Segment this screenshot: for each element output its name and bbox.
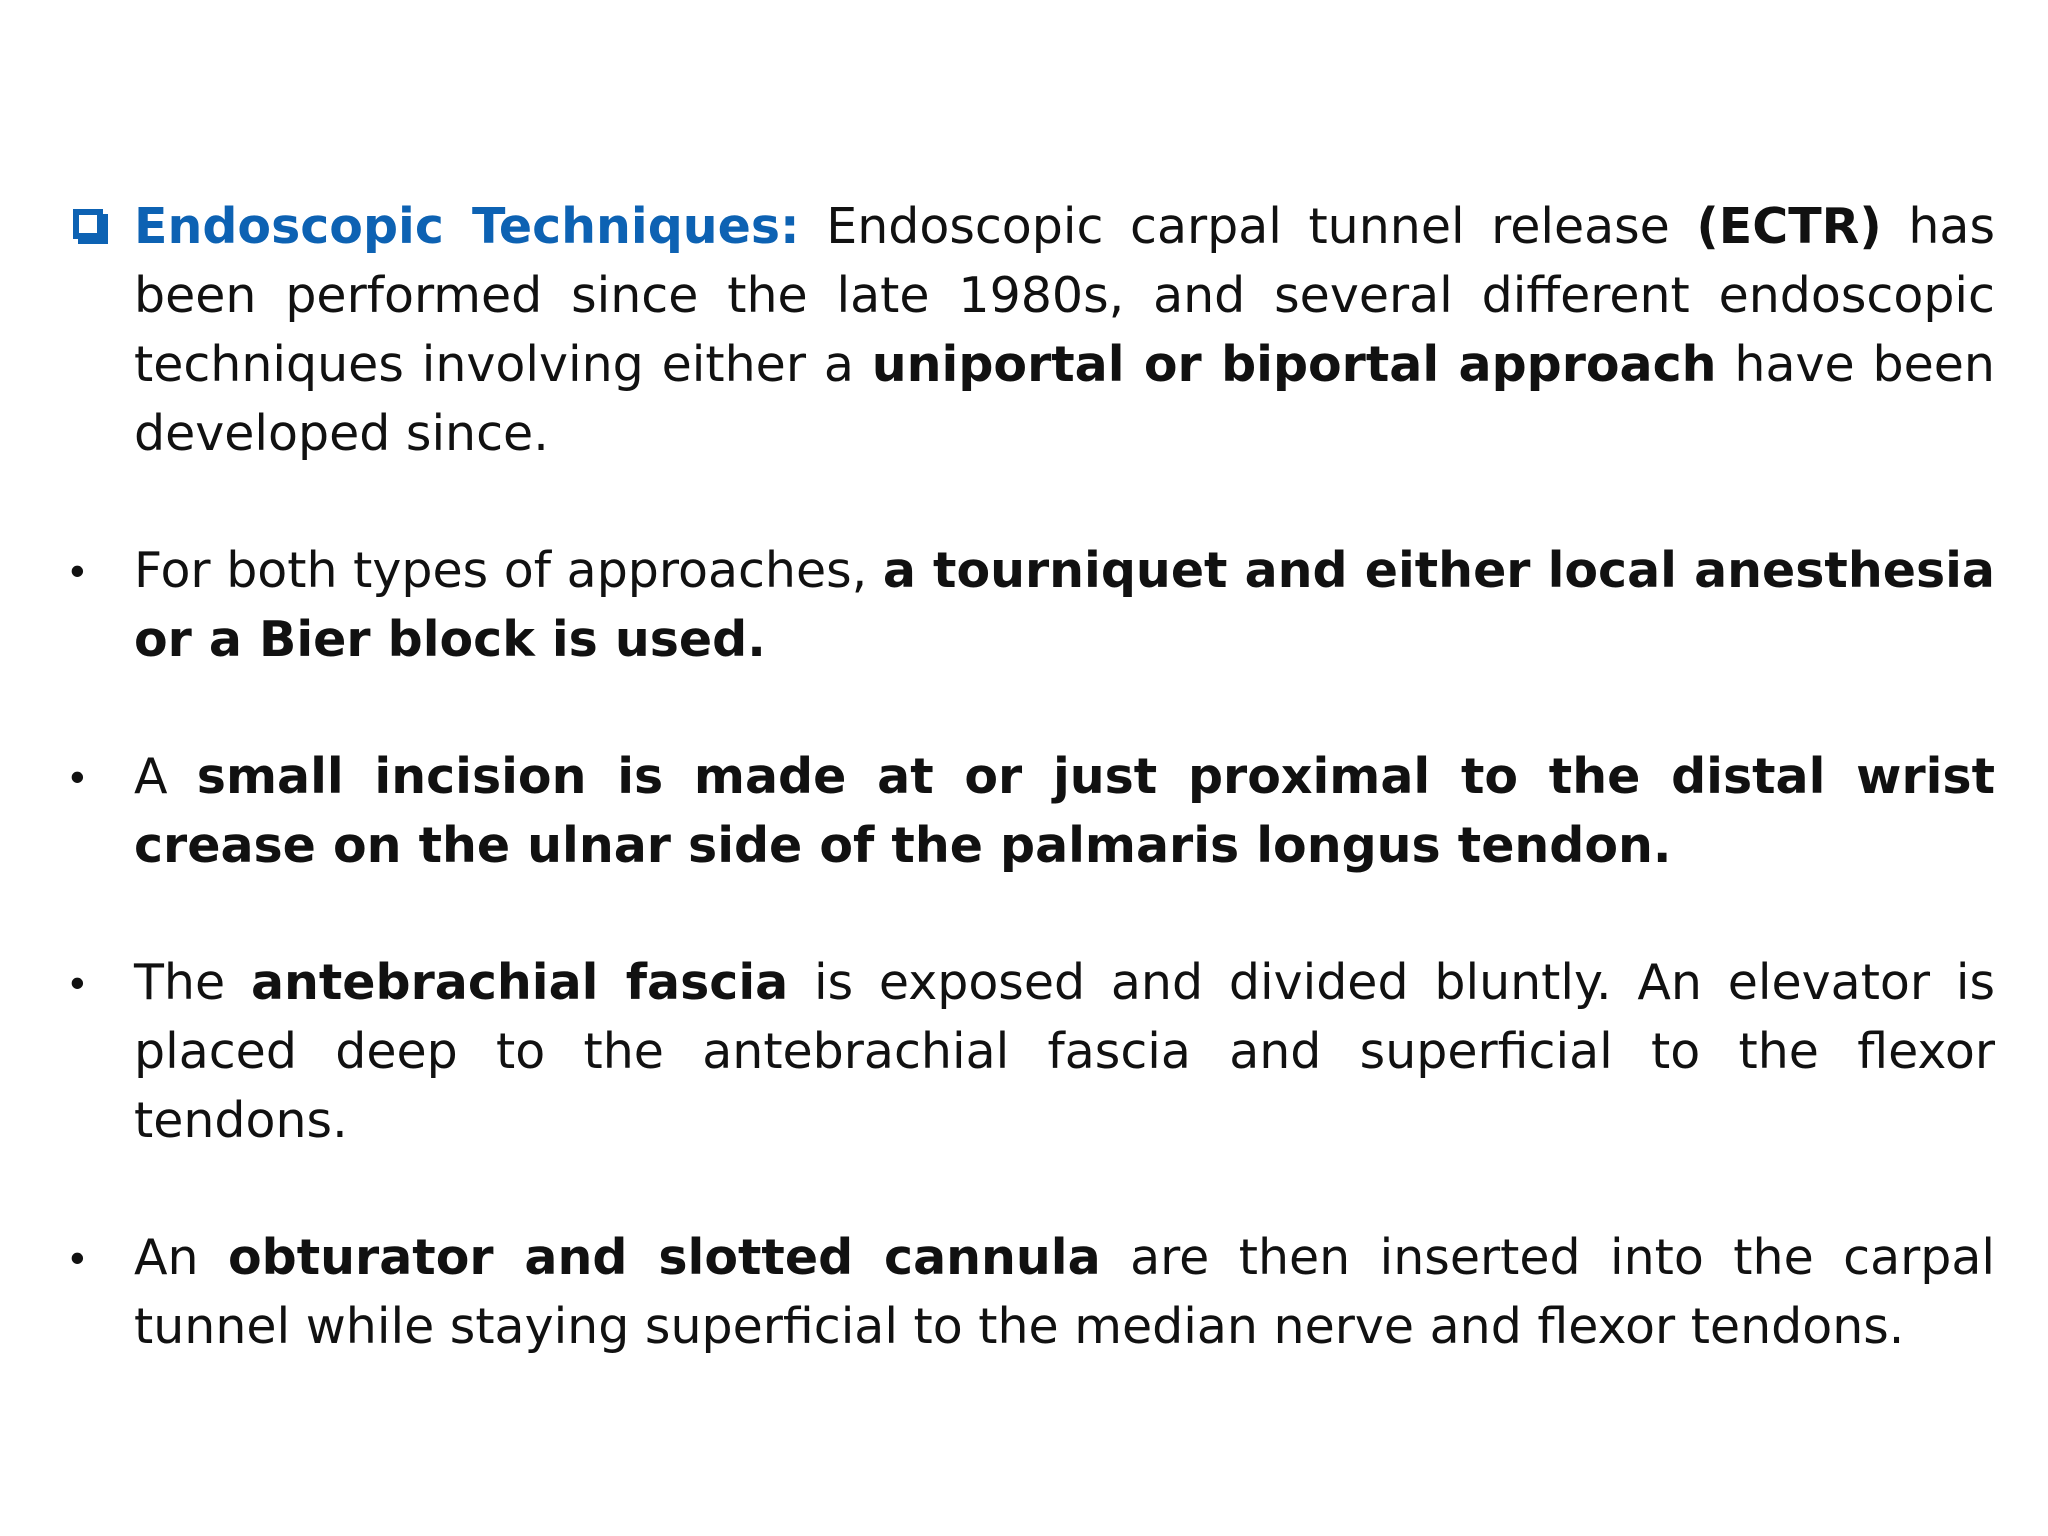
- bullet-1-bold: a tourniquet and either local anesthesia or a Bier block is used.: [134, 542, 1995, 668]
- bullet-3-text-2: is exposed and divided bluntly. An elevator is placed deep to the antebrachial fascia and superficial to the flexor tendons.: [134, 954, 1995, 1149]
- bullet-3-bold: antebrachial fascia: [250, 954, 789, 1011]
- bullet-2-bold: small incision is made at or just proximal to the distal wrist crease on the ulnar side of the palmaris longus tendon.: [134, 748, 1995, 874]
- intro-bold-approach: uniportal or biportal approach: [871, 336, 1717, 393]
- bullet-4-bold: obturator and slotted cannula: [228, 1229, 1101, 1286]
- bullet-4-text-2: are then inserted into the carpal tunnel while staying superficial to the median nerve and flexor tendons.: [134, 1229, 1995, 1355]
- slide-content: [70, 192, 1995, 1429]
- bullet-dot-icon: •: [70, 1234, 85, 1281]
- bullet-dot-icon: •: [70, 959, 85, 1006]
- intro-paragraph: [70, 192, 1995, 468]
- bullet-1-text: For both types of approaches,: [134, 542, 883, 599]
- bullet-4-text-1: An: [134, 1229, 228, 1286]
- bullet-dot-icon: •: [70, 753, 85, 800]
- bullet-dot-icon: •: [70, 547, 85, 594]
- intro-text-3: have been developed since.: [134, 336, 1995, 462]
- bullet-item-3: [70, 948, 1995, 1155]
- bullet-3-text-1: The: [134, 954, 251, 1011]
- bullet-item-2: [70, 742, 1995, 880]
- bullet-item-4: [70, 1223, 1995, 1361]
- intro-text-2: has been performed since the late 1980s, and several different endoscopic techniques involving either a: [134, 198, 1995, 393]
- intro-bold-ectr: (ECTR): [1696, 198, 1882, 255]
- bullet-item-1: [70, 536, 1995, 674]
- checkbox-icon: [73, 209, 103, 239]
- intro-heading: Endoscopic Techniques:: [134, 198, 800, 255]
- bullet-2-text: A: [134, 748, 197, 805]
- intro-text-1: Endoscopic carpal tunnel release: [799, 198, 1697, 255]
